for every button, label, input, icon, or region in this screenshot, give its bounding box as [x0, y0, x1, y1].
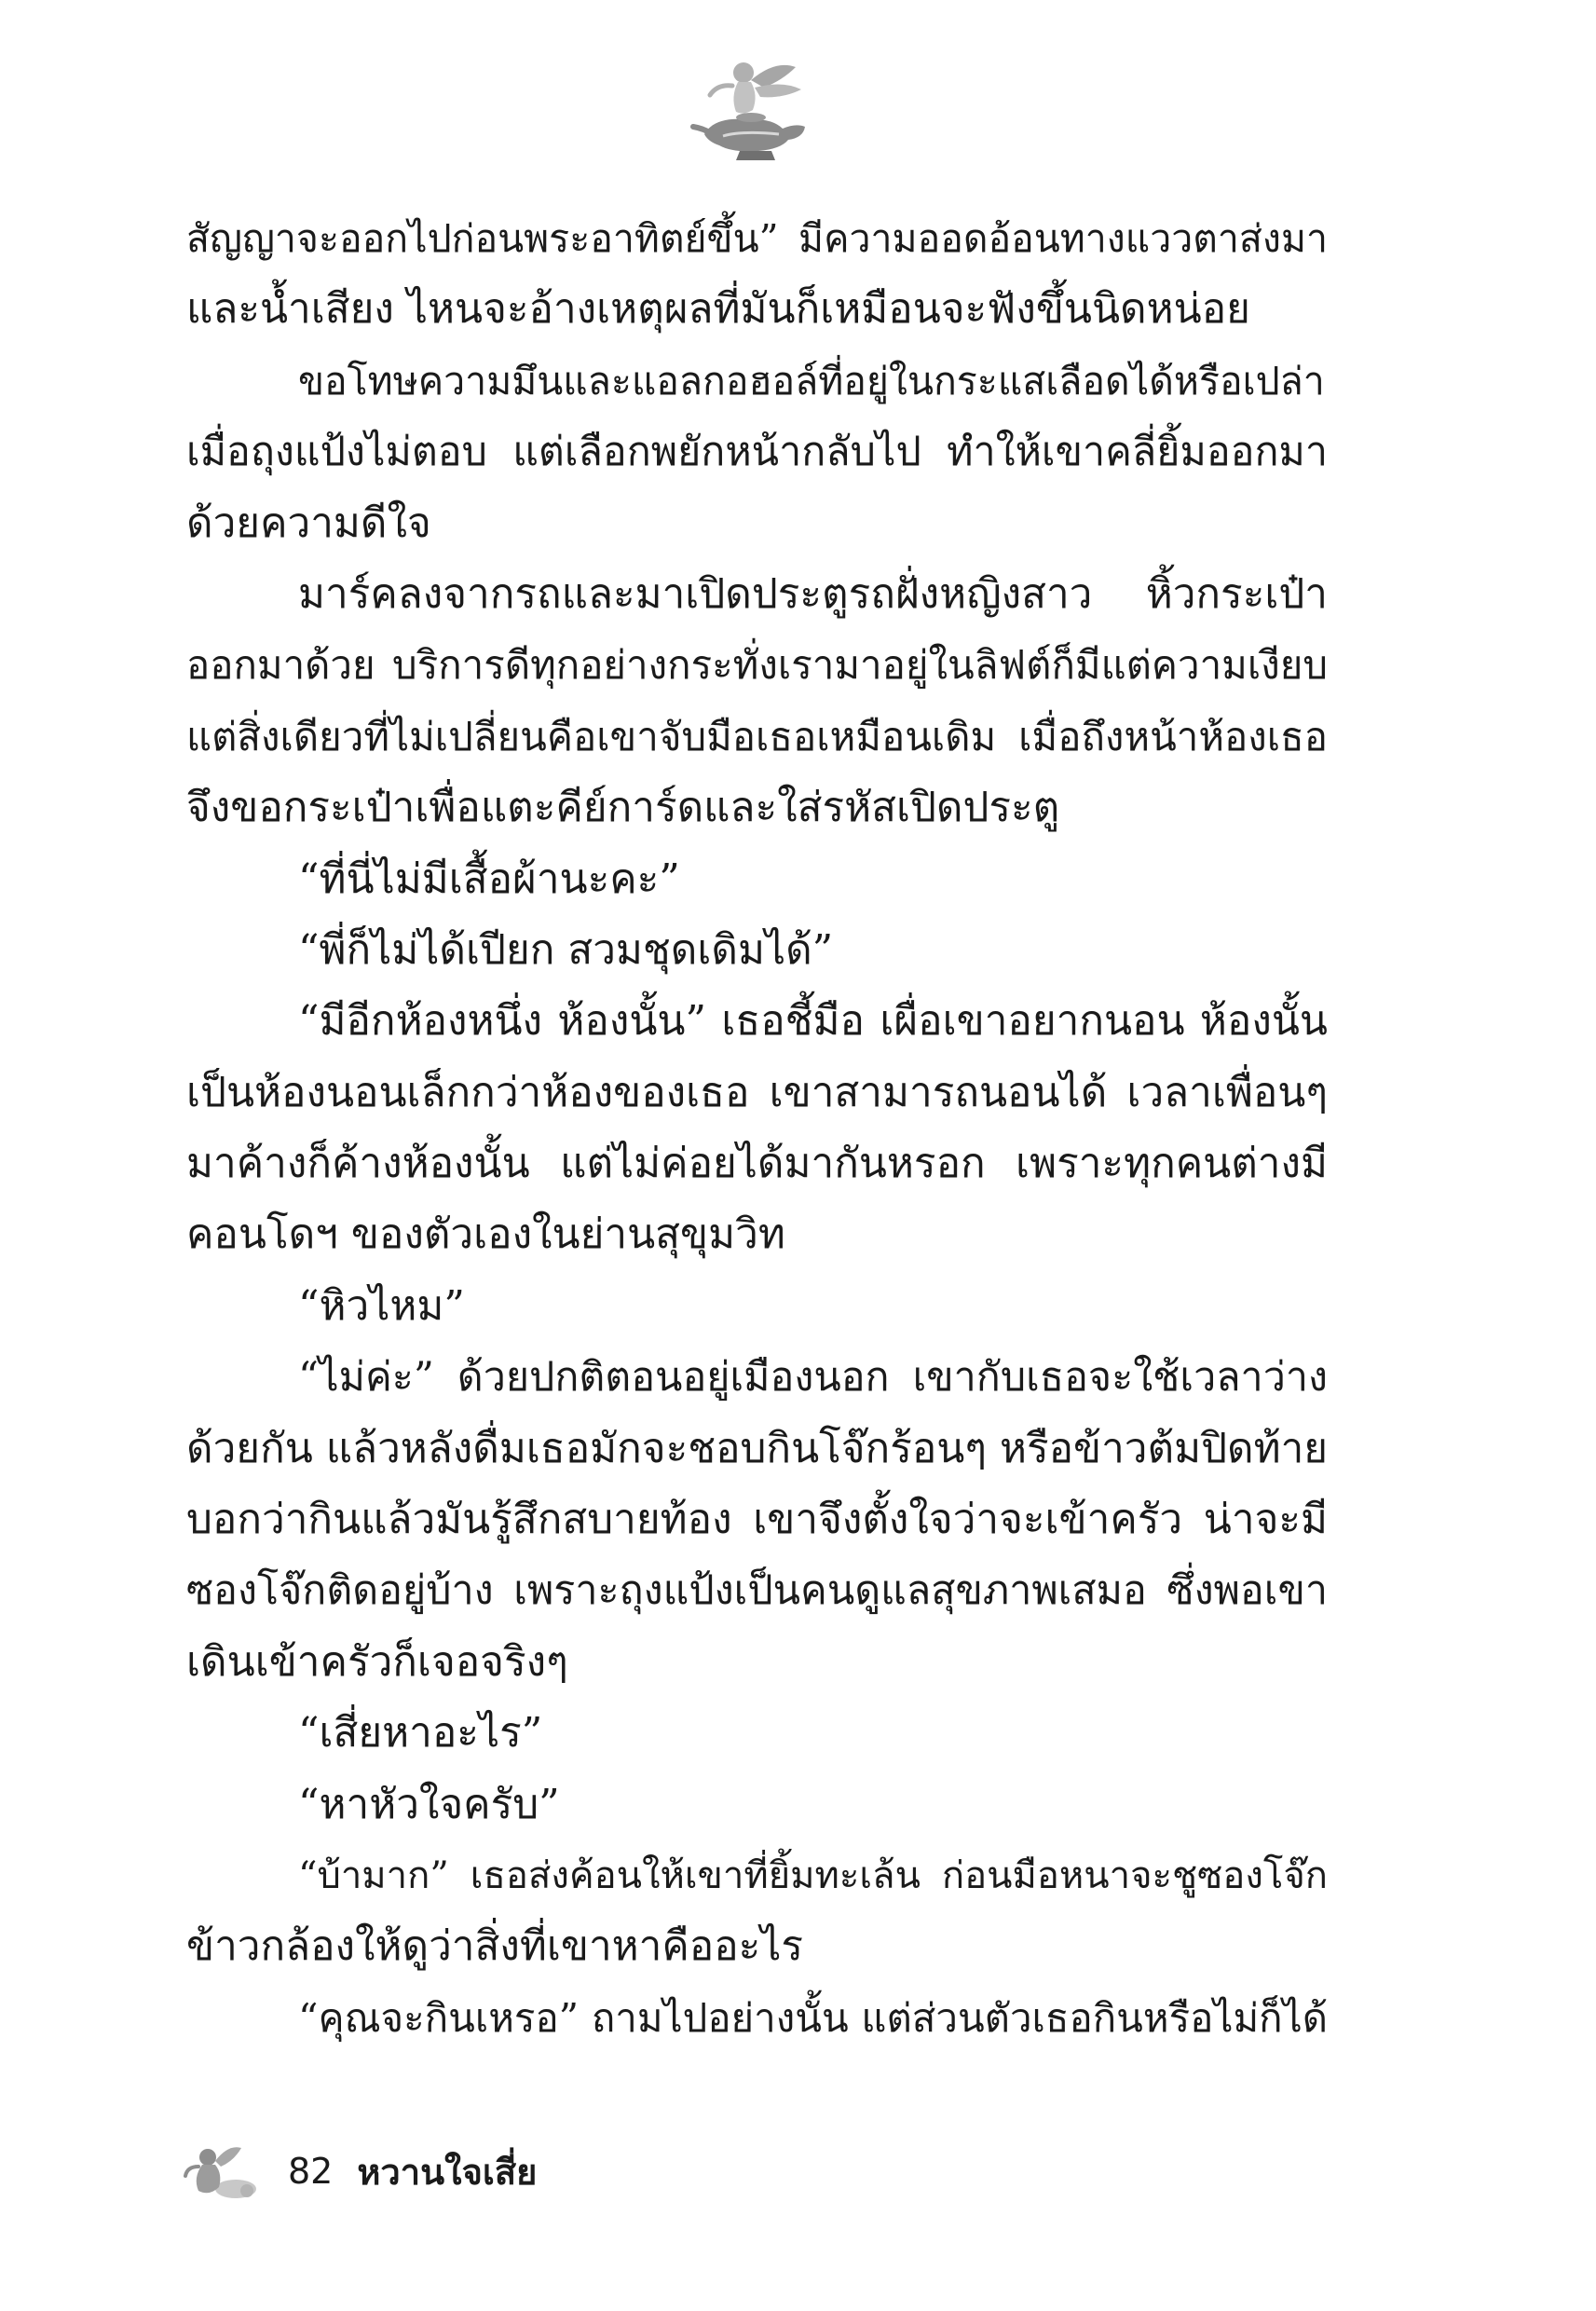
text-line: เป็นห้องนอนเล็กกว่าห้องของเธอ เขาสามารถนอนได้ เวลาเพื่อนๆ — [186, 1068, 1328, 1116]
cupid-icon — [182, 2139, 266, 2204]
text-line: บอกว่ากินแล้วมันรู้สึกสบายท้อง เขาจึงตั้งใจว่าจะเข้าครัว น่าจะมี — [186, 1496, 1328, 1544]
text-line: “ที่นี่ไม่มีเสื้อผ้านะคะ” — [298, 855, 680, 903]
body-text — [186, 203, 1328, 2054]
text-line: ข้าวกล้องให้ดูว่าสิ่งที่เขาหาคืออะไร — [186, 1922, 804, 1971]
text-line: เดินเข้าครัวก็เจอจริงๆ — [186, 1637, 568, 1686]
text-line: “หิวไหม” — [298, 1281, 465, 1330]
book-title: หวานใจเสี่ย — [357, 2151, 538, 2193]
text-line: “หาหัวใจครับ” — [298, 1780, 560, 1828]
text-line: “เสี่ยหาอะไร” — [298, 1709, 543, 1757]
text-line: “บ้ามาก” เธอส่งค้อนให้เขาที่ยิ้มทะเล้น ก่อนมือหนาจะชูซองโจ๊ก — [298, 1853, 1328, 1897]
page-footer — [182, 2134, 537, 2208]
text-line: ด้วยกัน แล้วหลังดื่มเธอมักจะชอบกินโจ๊กร้อนๆ หรือข้าวต้มปิดท้าย — [186, 1424, 1329, 1472]
text-line: ซองโจ๊กติดอยู่บ้าง เพราะถุงแป้งเป็นคนดูแลสุขภาพเสมอ ซึ่งพอเขา — [186, 1567, 1328, 1615]
page-number: 82 — [288, 2151, 334, 2192]
text-line: จึงขอกระเป๋าเพื่อแตะคีย์การ์ดและใส่รหัสเปิดประตู — [186, 784, 1060, 832]
text-line: และน้ำเสียง ไหนจะอ้างเหตุผลที่มันก็เหมือนจะฟังขึ้นนิดหน่อย — [186, 285, 1250, 334]
text-line: แต่สิ่งเดียวที่ไม่เปลี่ยนคือเขาจับมือเธอเหมือนเดิม เมื่อถึงหน้าห้องเธอ — [186, 713, 1328, 759]
text-line: ขอโทษความมึนและแอลกอฮอล์ที่อยู่ในกระแสเลือดได้หรือเปล่า — [298, 358, 1325, 403]
genie-lamp-icon — [686, 52, 825, 164]
text-line: เมื่อถุงแป้งไม่ตอบ แต่เลือกพยักหน้ากลับไป ทำให้เขาคลี่ยิ้มออกมา — [186, 429, 1328, 476]
text-line: “ไม่ค่ะ” ด้วยปกติตอนอยู่เมืองนอก เขากับเธอจะใช้เวลาว่าง — [298, 1354, 1328, 1402]
text-line: “พี่ก็ไม่ได้เปียก สวมชุดเดิมได้” — [298, 925, 834, 974]
text-line: คอนโดฯ ของตัวเองในย่านสุขุมวิท — [186, 1210, 785, 1259]
text-line: ด้วยความดีใจ — [186, 499, 431, 547]
text-line: “คุณจะกินเหรอ” ถามไปอย่างนั้น แต่ส่วนตัวเธอกินหรือไม่ก็ได้ — [298, 1994, 1328, 2041]
text-line: “มีอีกห้องหนึ่ง ห้องนั้น” เธอชี้มือ เผื่อเขาอยากนอน ห้องนั้น — [298, 997, 1328, 1046]
text-line: สัญญาจะออกไปก่อนพระอาทิตย์ขึ้น” มีความออดอ้อนทางแววตาส่งมา — [186, 216, 1328, 261]
text-line: ออกมาด้วย บริการดีทุกอย่างกระทั่งเรามาอยู่ในลิฟต์ก็มีแต่ความเงียบ — [186, 642, 1328, 689]
text-line: มาค้างก็ค้างห้องนั้น แต่ไม่ค่อยได้มากันหรอก เพราะทุกคนต่างมี — [186, 1140, 1328, 1188]
text-line: มาร์คลงจากรถและมาเปิดประตูรถฝั่งหญิงสาว หิ้วกระเป๋า — [298, 569, 1328, 618]
